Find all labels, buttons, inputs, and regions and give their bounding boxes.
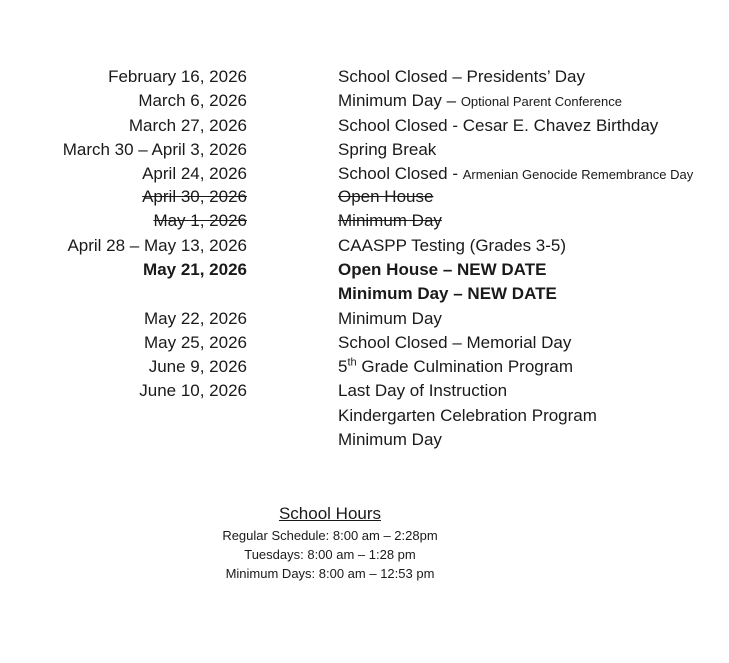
event-description: CAASPP Testing (Grades 3-5) — [338, 236, 567, 255]
event-date: March 30 – April 3, 2026 — [62, 140, 247, 159]
school-hours-regular: Regular Schedule: 8:00 am – 2:28pm — [222, 528, 438, 543]
event-date: May 21, 2026 — [143, 260, 247, 279]
calendar-row — [0, 331, 729, 355]
calendar-row-new-date — [0, 258, 729, 282]
event-date: March 6, 2026 — [138, 91, 247, 110]
calendar-row-new-date — [0, 282, 729, 306]
event-description: Kindergarten Celebration Program — [338, 406, 597, 425]
event-date: May 22, 2026 — [143, 309, 247, 328]
event-date: February 16, 2026 — [108, 67, 247, 86]
event-description: Minimum Day — [338, 430, 442, 449]
calendar-row — [0, 307, 729, 331]
calendar-row — [0, 428, 729, 452]
calendar-row — [0, 114, 729, 138]
event-description: Minimum Day — [338, 211, 442, 230]
school-hours-minimum-days: Minimum Days: 8:00 am – 12:53 pm — [225, 566, 435, 581]
event-description: Minimum Day — [338, 309, 442, 328]
event-description — [338, 355, 573, 379]
event-date: May 1, 2026 — [153, 211, 247, 230]
school-hours-title: School Hours — [278, 504, 382, 523]
event-description-main: Minimum Day – — [338, 91, 461, 110]
ordinal-suffix: th — [347, 356, 357, 369]
calendar-row — [0, 162, 729, 186]
event-description: Open House — [338, 187, 434, 206]
calendar-row-cancelled — [0, 185, 729, 209]
calendar-row — [0, 138, 729, 162]
event-date: April 30, 2026 — [142, 187, 247, 206]
event-description: Spring Break — [338, 140, 437, 159]
event-description-note: Armenian Genocide Remembrance Day — [462, 167, 694, 182]
event-description: Open House – NEW DATE — [338, 260, 547, 279]
calendar-row — [0, 234, 729, 258]
calendar-row — [0, 355, 729, 379]
event-date: April 28 – May 13, 2026 — [67, 236, 247, 255]
event-description — [338, 162, 693, 187]
event-date: March 27, 2026 — [128, 116, 247, 135]
calendar-row — [0, 404, 729, 428]
event-description: School Closed – Memorial Day — [338, 333, 572, 352]
calendar-row-cancelled — [0, 209, 729, 233]
event-date: May 25, 2026 — [143, 333, 247, 352]
event-description: Last Day of Instruction — [338, 381, 508, 400]
calendar-row — [0, 379, 729, 403]
school-hours-tuesdays: Tuesdays: 8:00 am – 1:28 pm — [244, 547, 416, 562]
event-description-note: Optional Parent Conference — [460, 94, 622, 109]
calendar-row — [0, 89, 729, 113]
event-date: June 10, 2026 — [139, 381, 247, 400]
event-description-main: School Closed - — [338, 164, 463, 183]
event-description: Minimum Day – NEW DATE — [338, 284, 557, 303]
event-description-rest: Grade Culmination Program — [356, 357, 574, 376]
event-date: June 9, 2026 — [148, 357, 247, 376]
event-description: School Closed - Cesar E. Chavez Birthday — [338, 116, 659, 135]
calendar-row — [0, 65, 729, 89]
event-date: April 24, 2026 — [142, 164, 247, 183]
event-description: School Closed – Presidents’ Day — [338, 67, 585, 86]
grade-number: 5 — [338, 357, 348, 376]
event-description — [338, 89, 622, 114]
